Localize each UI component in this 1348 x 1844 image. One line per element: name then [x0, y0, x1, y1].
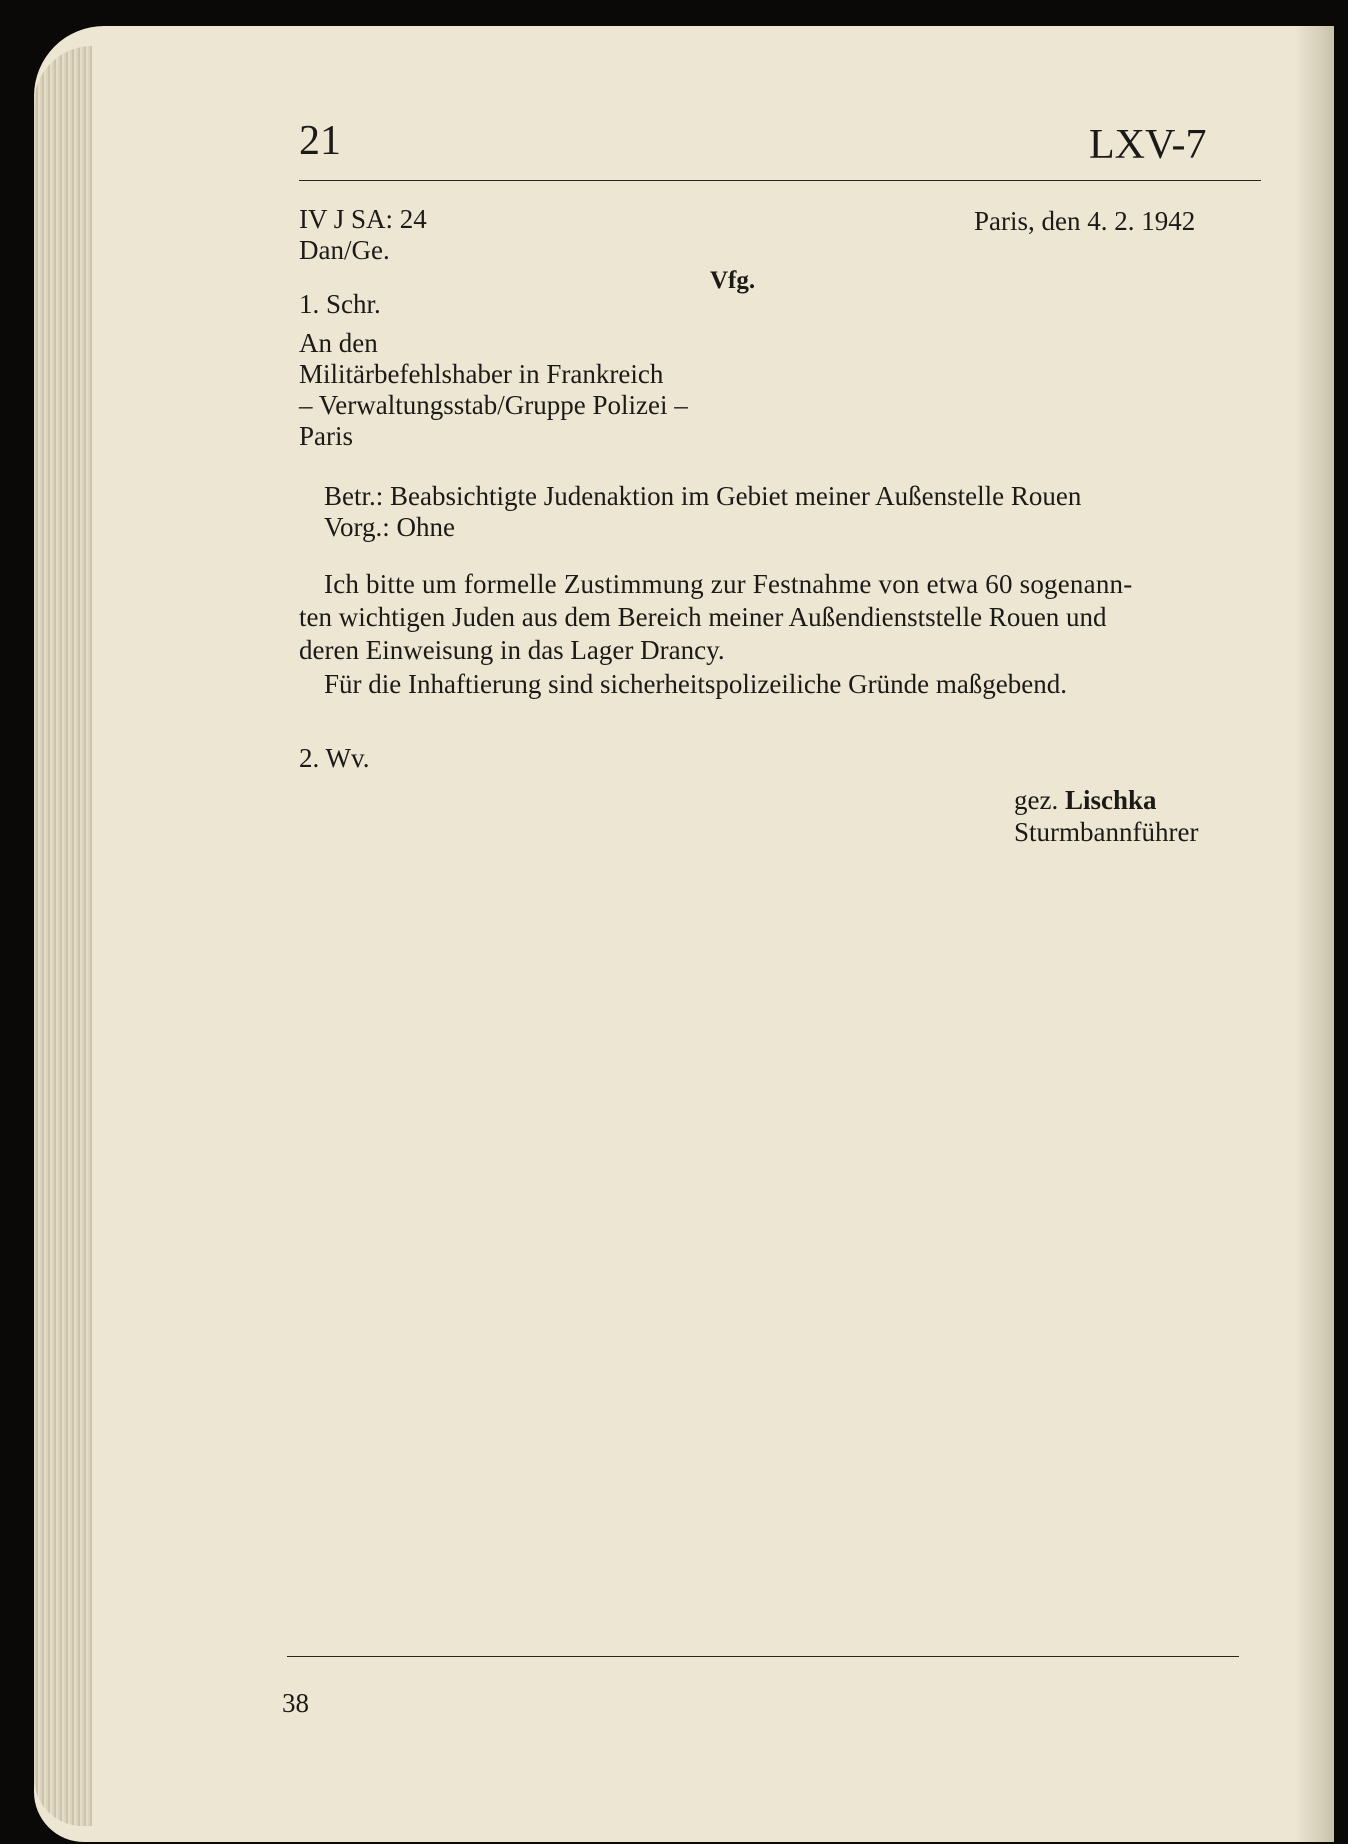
previous-line: Vorg.: Ohne: [324, 512, 456, 542]
vfg-label: Vfg.: [710, 267, 756, 294]
body-line: ten wichtigen Juden aus dem Bereich meiner Außendienststelle Rouen und: [299, 602, 1107, 632]
body-line: deren Einweisung in das Lager Drancy.: [299, 635, 725, 665]
address-line: An den: [299, 328, 378, 358]
header-page-number: 21: [299, 118, 341, 164]
header-document-code: LXV-7: [1089, 122, 1207, 168]
header-rule: [299, 180, 1261, 181]
address-line: Paris: [299, 421, 353, 451]
reference-line-1: IV J SA: 24: [299, 204, 427, 234]
reference-line-2: Dan/Ge.: [299, 235, 390, 265]
subject-line: Betr.: Beabsichtigte Judenaktion im Gebiet meiner Außenstelle Rouen: [324, 481, 1082, 511]
signature-line: [1014, 785, 1157, 816]
book-page: [34, 26, 1334, 1842]
signature-rank: Sturmbannführer: [1014, 817, 1199, 847]
place-date: Paris, den 4. 2. 1942: [974, 206, 1196, 236]
body-line: Für die Inhaftierung sind sicherheitspolizeiliche Gründe maßgebend.: [324, 669, 1068, 699]
address-line: – Verwaltungsstab/Gruppe Polizei –: [299, 390, 688, 420]
address-line: Militärbefehlshaber in Frankreich: [299, 359, 664, 389]
step-2: 2. Wv.: [299, 743, 370, 773]
binding-shadow: [1294, 26, 1334, 1842]
page-stack-edge: [34, 46, 92, 1826]
signature-name: Lischka: [1064, 785, 1157, 815]
footer-rule: [287, 1656, 1239, 1657]
footer-page-number: 38: [282, 1688, 309, 1718]
signature-prefix: gez.: [1014, 785, 1059, 815]
step-1: 1. Schr.: [299, 289, 381, 319]
body-line: Ich bitte um formelle Zustimmung zur Festnahme von etwa 60 sogenann-: [324, 569, 1133, 599]
